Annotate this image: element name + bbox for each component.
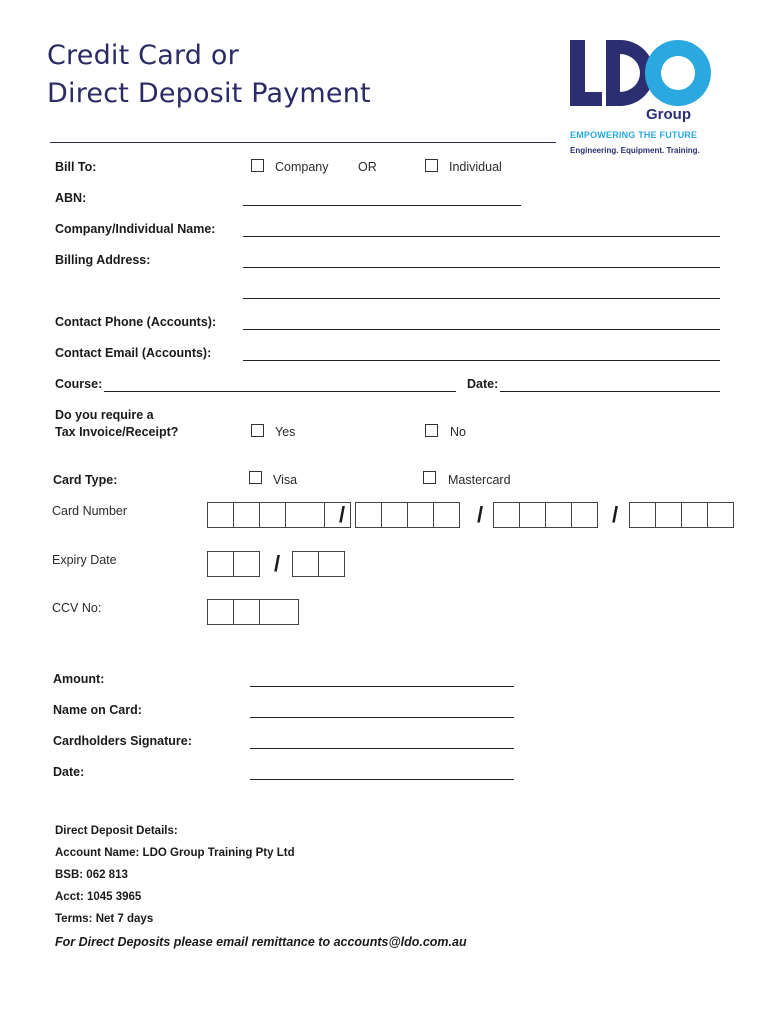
company-label: Company xyxy=(275,160,329,174)
name-field[interactable] xyxy=(243,236,720,237)
card-number-separator-2: / xyxy=(477,502,484,527)
or-label: OR xyxy=(358,160,377,174)
name-on-card-field[interactable] xyxy=(250,717,514,718)
card-number-label: Card Number xyxy=(52,504,128,518)
expiry-month-boxes[interactable] xyxy=(207,551,260,577)
card-type-label: Card Type: xyxy=(53,473,118,487)
date-inline-field[interactable] xyxy=(500,391,720,392)
ldo-logo-mark-icon xyxy=(570,40,715,112)
contact-email-label: Contact Email (Accounts): xyxy=(55,346,212,360)
deposit-account-name: Account Name: LDO Group Training Pty Ltd xyxy=(55,847,295,859)
contact-phone-field[interactable] xyxy=(243,329,720,330)
deposit-account-number: Acct: 1045 3965 xyxy=(55,891,142,903)
card-number-group-4[interactable] xyxy=(629,502,734,528)
card-number-group-2[interactable] xyxy=(355,502,460,528)
expiry-year-boxes[interactable] xyxy=(292,551,345,577)
tax-question-line-1: Do you require a xyxy=(55,408,154,422)
abn-field[interactable] xyxy=(243,205,521,206)
individual-label: Individual xyxy=(449,160,502,174)
course-field[interactable] xyxy=(104,391,456,392)
date-label: Date: xyxy=(53,765,85,779)
signature-label: Cardholders Signature: xyxy=(53,734,192,748)
name-label: Company/Individual Name: xyxy=(55,222,216,236)
ldo-logo xyxy=(570,40,715,160)
tax-question-line-2: Tax Invoice/Receipt? xyxy=(55,425,179,439)
contact-phone-label: Contact Phone (Accounts): xyxy=(55,315,217,329)
date-inline-label: Date: xyxy=(467,377,499,391)
expiry-date-label: Expiry Date xyxy=(52,553,117,567)
card-number-separator-1: / xyxy=(339,502,346,527)
individual-checkbox[interactable] xyxy=(425,159,438,172)
company-checkbox[interactable] xyxy=(251,159,264,172)
deposit-bsb: BSB: 062 813 xyxy=(55,869,128,881)
card-number-group-3[interactable] xyxy=(493,502,598,528)
billing-address-field-1[interactable] xyxy=(243,267,720,268)
page-title-line-2: Direct Deposit Payment xyxy=(47,78,371,109)
visa-checkbox[interactable] xyxy=(249,471,262,484)
mastercard-checkbox[interactable] xyxy=(423,471,436,484)
signature-field[interactable] xyxy=(250,748,514,749)
amount-field[interactable] xyxy=(250,686,514,687)
page-title-line-1: Credit Card or xyxy=(47,40,239,71)
course-label: Course: xyxy=(55,377,103,391)
deposit-heading: Direct Deposit Details: xyxy=(55,825,178,837)
abn-label: ABN: xyxy=(55,191,87,205)
bill-to-label: Bill To: xyxy=(55,160,97,174)
title-divider xyxy=(50,142,556,143)
ccv-boxes[interactable] xyxy=(207,599,299,625)
ccv-label: CCV No: xyxy=(52,601,102,615)
billing-address-field-2[interactable] xyxy=(243,298,720,299)
date-field[interactable] xyxy=(250,779,514,780)
amount-label: Amount: xyxy=(53,672,105,686)
no-label: No xyxy=(450,425,466,439)
deposit-remittance-note: For Direct Deposits please email remittance to accounts@ldo.com.au xyxy=(55,935,467,949)
mastercard-label: Mastercard xyxy=(448,473,511,487)
deposit-terms: Terms: Net 7 days xyxy=(55,913,154,925)
yes-label: Yes xyxy=(275,425,296,439)
logo-group-text: Group xyxy=(646,106,691,123)
billing-address-label: Billing Address: xyxy=(55,253,151,267)
card-number-group-1[interactable] xyxy=(207,502,351,528)
visa-label: Visa xyxy=(273,473,298,487)
logo-tagline: EMPOWERING THE FUTURE xyxy=(570,130,698,140)
name-on-card-label: Name on Card: xyxy=(53,703,142,717)
no-checkbox[interactable] xyxy=(425,424,438,437)
expiry-separator: / xyxy=(274,551,281,576)
contact-email-field[interactable] xyxy=(243,360,720,361)
logo-subtagline: Engineering. Equipment. Training. xyxy=(570,146,700,155)
yes-checkbox[interactable] xyxy=(251,424,264,437)
card-number-separator-3: / xyxy=(612,502,619,527)
